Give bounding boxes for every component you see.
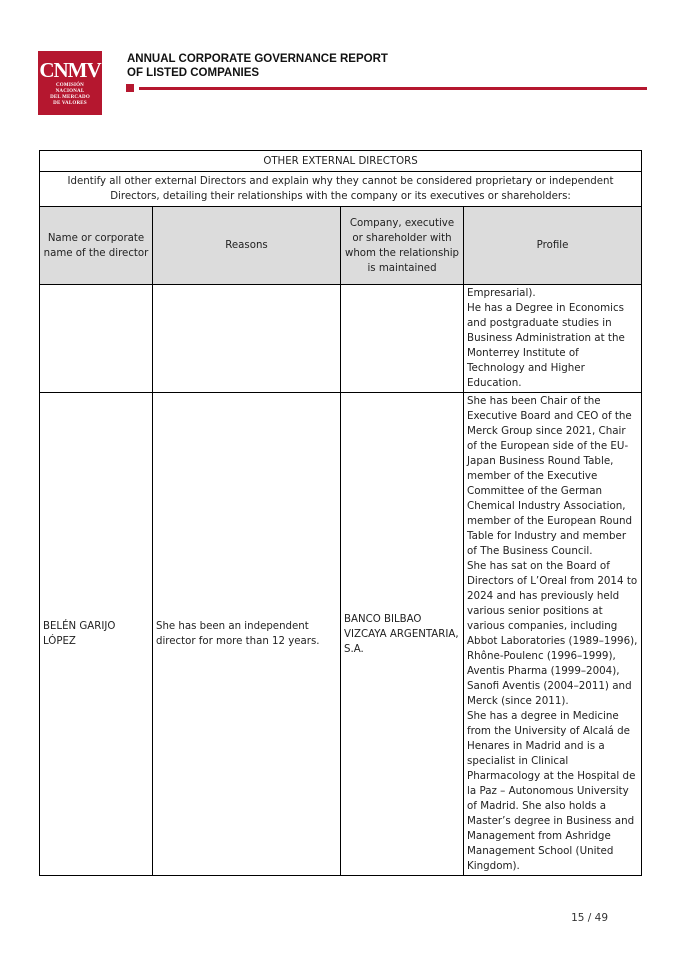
profile-paragraph: Empresarial). xyxy=(467,287,536,299)
report-title-line-2: OF LISTED COMPANIES xyxy=(127,67,260,79)
logo-subtitle-line: DE VALORES xyxy=(53,101,87,106)
director-name-cell xyxy=(40,285,153,393)
instructions-row xyxy=(40,172,642,207)
column-header-profile: Profile xyxy=(464,207,642,285)
instructions-text: Identify all other external Directors and explain why they cannot be considered proprietary or independent Directors, detailing their relationships with the company or its executives or shareholders: xyxy=(40,172,642,207)
profile-cell xyxy=(464,285,642,393)
company-cell xyxy=(341,285,464,393)
director-name-cell: BELÉN GARIJO LÓPEZ xyxy=(40,393,153,876)
reasons-cell xyxy=(153,285,341,393)
report-title xyxy=(127,52,447,80)
other-external-directors-table xyxy=(39,150,642,876)
table-row xyxy=(40,285,642,393)
column-header-row xyxy=(40,207,642,285)
company-cell: BANCO BILBAO VIZCAYA ARGENTARIA, S.A. xyxy=(341,393,464,876)
logo-mark: CNMV xyxy=(39,58,101,82)
section-title: OTHER EXTERNAL DIRECTORS xyxy=(40,151,642,172)
section-title-row xyxy=(40,151,642,172)
report-title-line-1: ANNUAL CORPORATE GOVERNANCE REPORT xyxy=(127,53,388,65)
profile-paragraph: She has sat on the Board of Directors of L’Oreal from 2014 to 2024 and has previously held various senior positions at various companies, including Abbot Laboratories (1989–1996), Rhône-Poulenc (1996–1999), Aventis Pharma (1999–2004), Sanofi Aventis (2004–2011) and Merck (since 2011). xyxy=(467,560,638,707)
title-accent-square xyxy=(126,84,134,92)
logo-subtitle-line: COMISIÓN xyxy=(56,83,84,88)
column-header-company: Company, executive or shareholder with whom the relationship is maintained xyxy=(341,207,464,285)
column-header-reasons: Reasons xyxy=(153,207,341,285)
profile-paragraph: She has a degree in Medicine from the University of Alcalá de Henares in Madrid and is a specialist in Clinical Pharmacology at the Hospital de la Paz – Autonomous University of Madrid. She also holds a Master’s degree in Business and Management from Ashridge Management School (United Kingdom). xyxy=(467,710,636,872)
reasons-cell: She has been an independent director for more than 12 years. xyxy=(153,393,341,876)
page-number: 15 / 49 xyxy=(571,912,608,924)
cnmv-logo xyxy=(38,51,102,115)
logo-subtitle-line: NACIONAL xyxy=(55,89,85,94)
profile-paragraph: She has been Chair of the Executive Board and CEO of the Merck Group since 2021, Chair of the European side of the EU-Japan Business Round Table, member of the Executive Committee of the German Chemical Industry Association, member of the European Round Table for Industry and member of The Business Council. xyxy=(467,395,633,557)
title-rule xyxy=(139,87,647,90)
profile-paragraph: He has a Degree in Economics and postgraduate studies in Business Administration at the Monterrey Institute of Technology and Higher Education. xyxy=(467,302,625,389)
logo-subtitle-line: DEL MERCADO xyxy=(50,95,90,100)
column-header-name: Name or corporate name of the director xyxy=(40,207,153,285)
table-row xyxy=(40,393,642,876)
profile-cell xyxy=(464,393,642,876)
